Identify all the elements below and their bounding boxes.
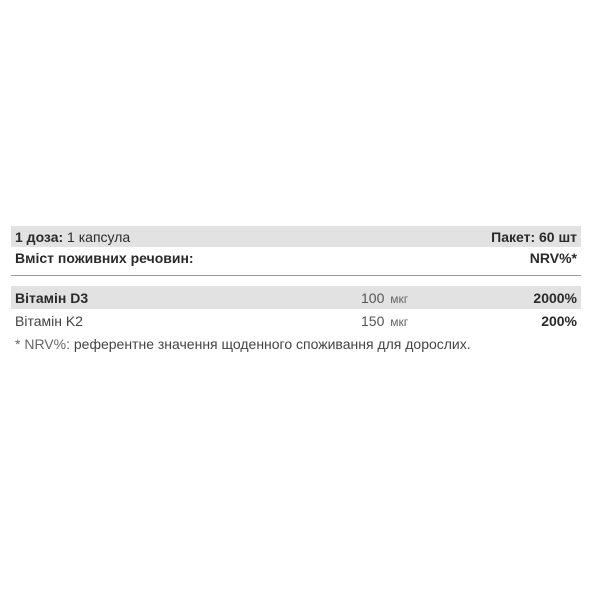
nutrition-table <box>11 226 581 352</box>
dose-cell <box>15 229 130 245</box>
dose-row <box>11 226 581 247</box>
nutrient-name: Вітамін K2 <box>15 312 83 329</box>
nutrient-unit: мкг <box>390 291 409 306</box>
nutrient-amount-cell <box>361 290 408 306</box>
content-header-row <box>11 247 581 269</box>
nutrient-unit: мкг <box>390 314 409 329</box>
nutrient-nrv: 2000% <box>533 289 577 306</box>
dose-value: 1 капсула <box>67 228 131 245</box>
nutrient-name: Вітамін D3 <box>15 289 89 306</box>
nrv-header: NRV%* <box>529 250 577 266</box>
nutrient-amount-cell <box>361 313 408 329</box>
nutrient-row <box>11 286 581 309</box>
nutrient-amount: 150 <box>361 312 385 329</box>
footnote-marker: * NRV%: <box>15 336 70 352</box>
content-label: Вміст поживних речовин: <box>15 250 194 266</box>
nutrient-nrv: 200% <box>541 312 577 329</box>
nutrient-row <box>11 309 581 332</box>
pack-size: Пакет: 60 шт <box>491 228 577 245</box>
dose-label: 1 доза: <box>15 228 64 245</box>
nrv-footnote <box>11 336 581 352</box>
nutrient-amount: 100 <box>361 289 385 306</box>
divider <box>11 275 581 276</box>
footnote-text: референтне значення щоденного споживання для дорослих. <box>73 336 471 352</box>
